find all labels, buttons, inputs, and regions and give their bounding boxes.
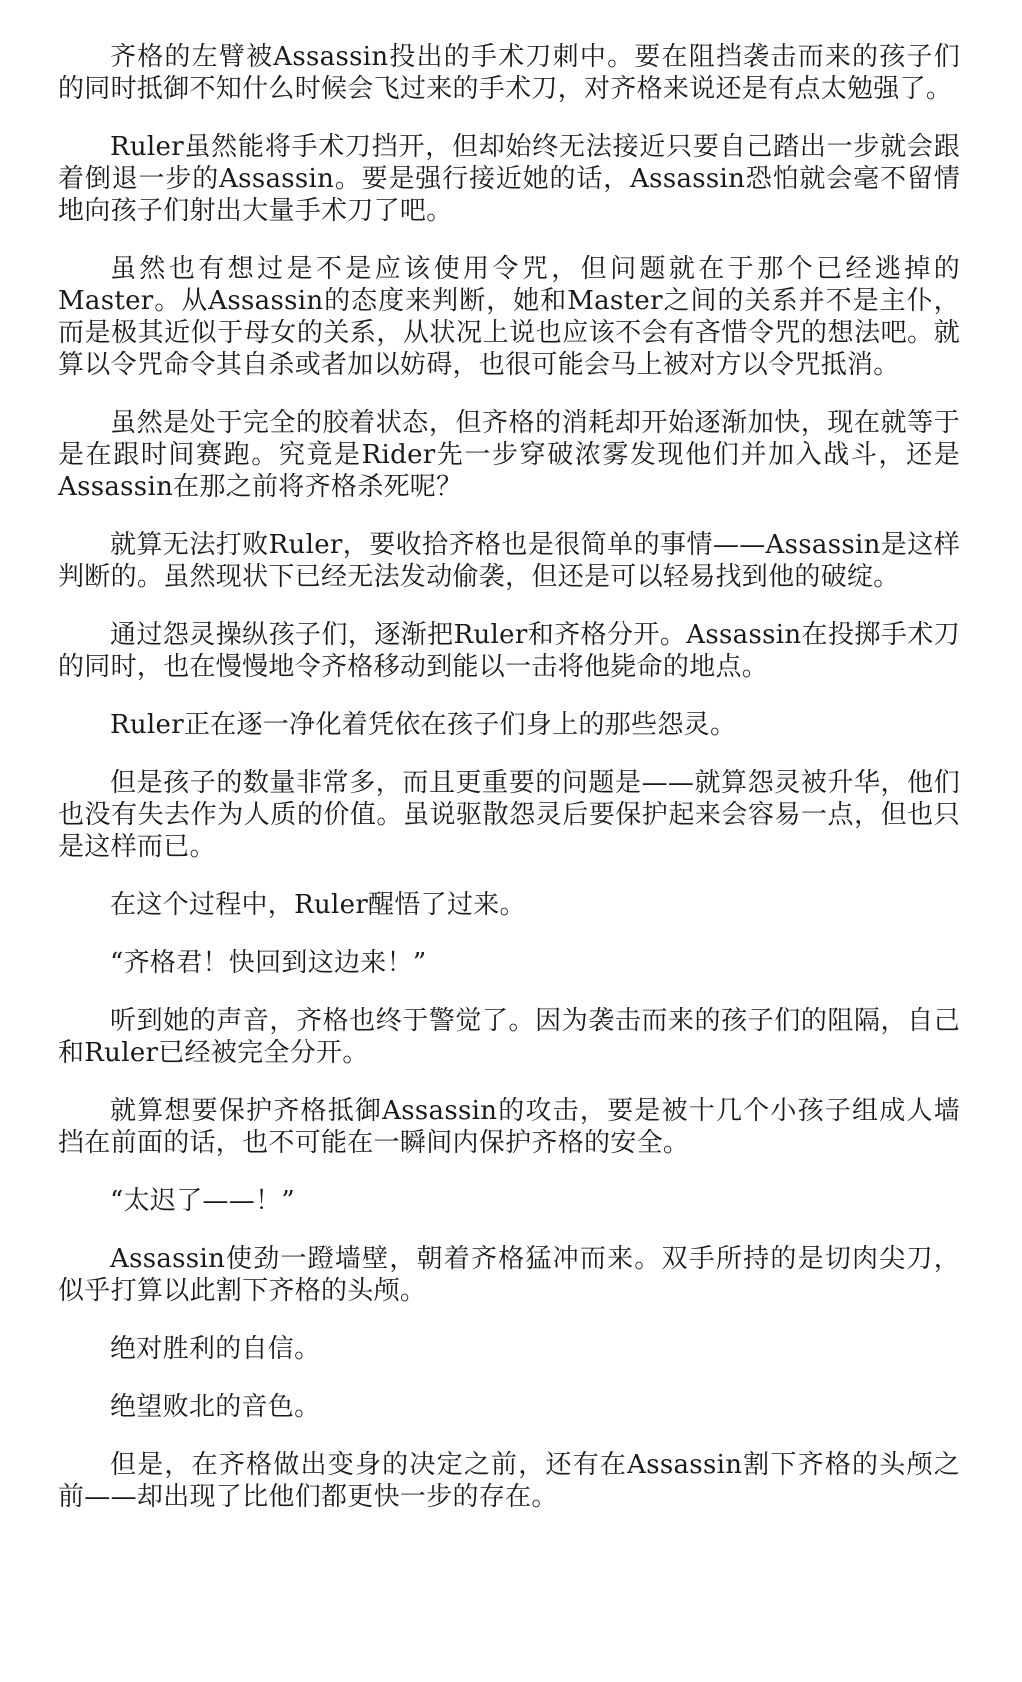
paragraph-6: 通过怨灵操纵孩子们，逐渐把Ruler和齐格分开。Assassin在投掷手术刀的同时，也在慢慢地令齐格移动到能以一击将他毙命的地点。 (58, 620, 960, 682)
paragraph-14: Assassin使劲一蹬墙壁，朝着齐格猛冲而来。双手所持的是切肉尖刀，似乎打算以此割下齐格的头颅。 (58, 1244, 960, 1306)
paragraph-10: “齐格君！快回到这边来！” (110, 948, 427, 978)
paragraph-4: 虽然是处于完全的胶着状态，但齐格的消耗却开始逐渐加快，现在就等于是在跟时间赛跑。究竟是Rider先一步穿破浓雾发现他们并加入战斗，还是Assassin在那之前将齐格杀死呢？ (58, 408, 960, 502)
paragraph-12: 就算想要保护齐格抵御Assassin的攻击，要是被十几个小孩子组成人墙挡在前面的话，也不可能在一瞬间内保护齐格的安全。 (58, 1096, 960, 1158)
paragraph-3: 虽然也有想过是不是应该使用令咒，但问题就在于那个已经逃掉的Master。从Assassin的态度来判断，她和Master之间的关系并不是主仆，而是极其近似于母女的关系，从状况上说也应该不会有吝惜令咒的想法吧。就算以令咒命令其自杀或者加以妨碍，也很可能会马上被对方以令咒抵消。 (58, 254, 960, 380)
paragraph-13: “太迟了——！” (110, 1186, 295, 1216)
paragraph-16: 绝望败北的音色。 (110, 1392, 321, 1422)
paragraph-17: 但是，在齐格做出变身的决定之前，还有在Assassin割下齐格的头颅之前——却出现了比他们都更快一步的存在。 (58, 1450, 960, 1512)
paragraph-15: 绝对胜利的自信。 (110, 1334, 321, 1364)
paragraph-5: 就算无法打败Ruler，要收拾齐格也是很简单的事情——Assassin是这样判断的。虽然现状下已经无法发动偷袭，但还是可以轻易找到他的破绽。 (58, 530, 960, 592)
paragraph-2: Ruler虽然能将手术刀挡开，但却始终无法接近只要自己踏出一步就会跟着倒退一步的Assassin。要是强行接近她的话，Assassin恐怕就会毫不留情地向孩子们射出大量手术刀了吧。 (58, 132, 960, 226)
paragraph-11: 听到她的声音，齐格也终于警觉了。因为袭击而来的孩子们的阻隔，自己和Ruler已经被完全分开。 (58, 1006, 960, 1068)
paragraph-7: Ruler正在逐一净化着凭依在孩子们身上的那些怨灵。 (110, 710, 737, 740)
paragraph-1: 齐格的左臂被Assassin投出的手术刀刺中。要在阻挡袭击而来的孩子们的同时抵御不知什么时候会飞过来的手术刀，对齐格来说还是有点太勉强了。 (58, 42, 960, 104)
paragraph-9: 在这个过程中，Ruler醒悟了过来。 (110, 890, 526, 920)
paragraph-8: 但是孩子的数量非常多，而且更重要的问题是——就算怨灵被升华，他们也没有失去作为人质的价值。虽说驱散怨灵后要保护起来会容易一点，但也只是这样而已。 (58, 768, 960, 862)
